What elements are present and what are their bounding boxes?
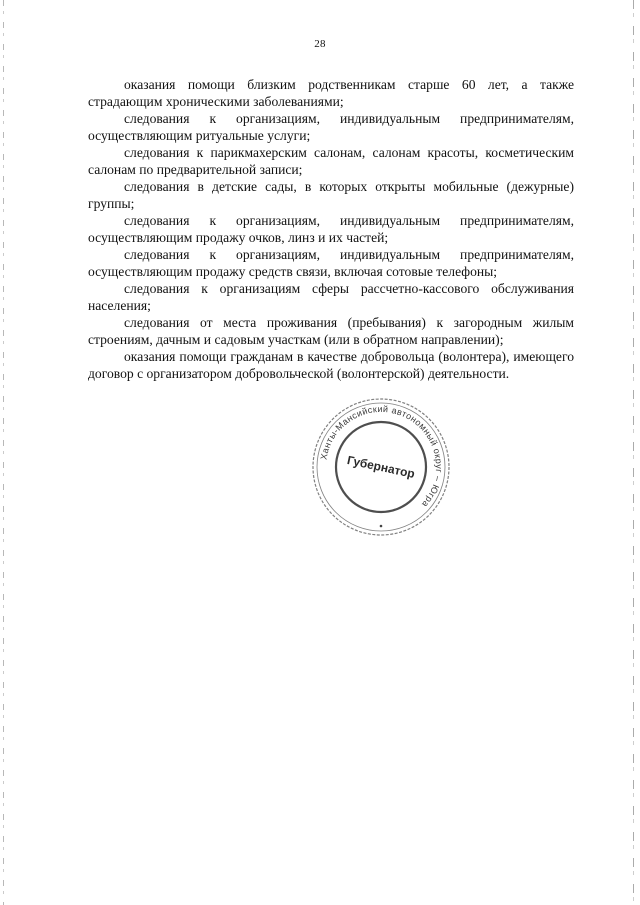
list-item-help-relatives: оказания помощи близким родственникам старше 60 лет, а также страдающим хроническими заболеваниями;: [88, 77, 574, 109]
document-body: [88, 76, 574, 382]
list-item-kindergartens: следования в детские сады, в которых открыты мобильные (дежурные) группы;: [88, 179, 574, 211]
list-item-communication-devices: следования к организациям, индивидуальным предпринимателям, осуществляющим продажу средств связи, включая сотовые телефоны;: [88, 247, 574, 279]
page-number: 28: [314, 38, 326, 50]
scan-edge-right: [633, 0, 634, 905]
stamp-seal-graphic: [306, 392, 456, 542]
list-item-country-houses: следования от места проживания (пребывания) к загородным жилым строениям, дачным и садовым участкам (или в обратном направлении);: [88, 315, 574, 347]
stamp-bottom-dot: [380, 525, 383, 528]
scan-edge-left: [3, 0, 4, 905]
stamp-ring-text: Ханты-Мансийский автономный округ – Югра: [318, 403, 445, 510]
official-stamp: [306, 392, 456, 542]
list-item-volunteer-help: оказания помощи гражданам в качестве добровольца (волонтера), имеющего договор с организатором добровольческой (волонтерской) деятельности.: [88, 349, 574, 381]
list-item-optics: следования к организациям, индивидуальным предпринимателям, осуществляющим продажу очков, линз и их частей;: [88, 213, 574, 245]
list-item-cash-services: следования к организациям сферы рассчетно-кассового обслуживания населения;: [88, 281, 574, 313]
list-item-ritual-services: следования к организациям, индивидуальным предпринимателям, осуществляющим ритуальные услуги;: [88, 111, 574, 143]
stamp-center-text: Губернатор: [345, 453, 417, 481]
list-item-hair-salons: следования к парикмахерским салонам, салонам красоты, косметическим салонам по предварительной записи;: [88, 145, 574, 177]
